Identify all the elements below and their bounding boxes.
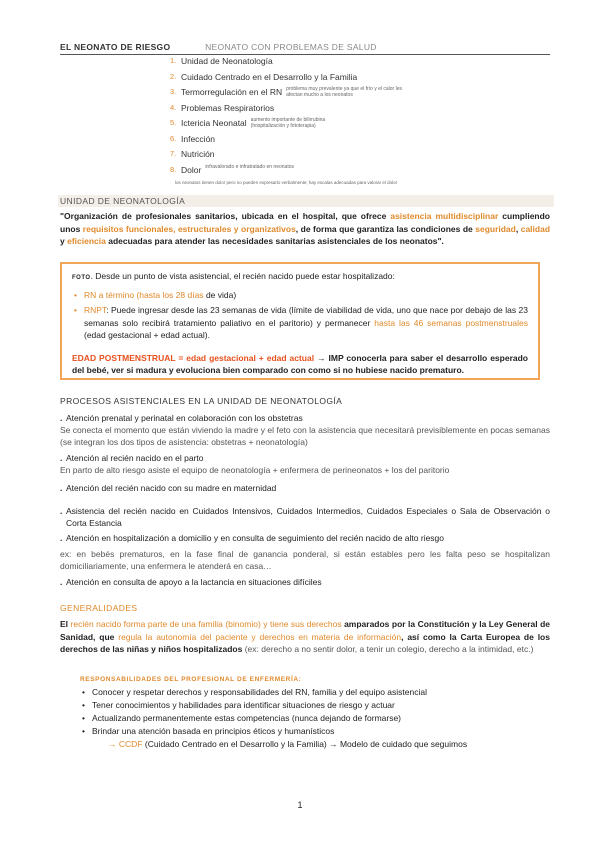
toc-item: 3. Termorregulación en el RN problema muy prevalente ya que el frío y el calor les afectan mucho a los neonatos [170,86,403,98]
hospitalization-box [60,262,540,380]
header-left: EL NEONATO DE RIESGO [60,42,171,52]
responsibilities-title: RESPONSABILIDADES DEL PROFESIONAL DE ENFERMERÍA: [80,676,302,683]
process-item: . Atención del recién nacido con su madre en maternidad [60,483,277,493]
process-item: . Atención en consulta de apoyo a la lactancia en situaciones difíciles [60,577,322,587]
box-intro: FOTO. Desde un punto de vista asistencial, el recién nacido puede estar hospitalizado: [72,271,395,281]
ccdf-line: → CCDF (Cuidado Centrado en el Desarrollo y la Familia) → Modelo de cuidado que seguimos [108,739,468,749]
responsibility-item: • Actualizando permanentemente estas competencias (nunca dejando de formarse) [82,713,402,723]
responsibility-item: • Brindar una atención basada en principios éticos y humanísticos [82,726,335,736]
toc-item: 1. Unidad de Neonatología [170,56,273,66]
responsibility-item: • Conocer y respetar derechos y responsabilidades del RN, familia y del equipo asistencial [82,687,427,697]
page-number: 1 [297,800,303,810]
section-title-unidad: UNIDAD DE NEONATOLOGÍA [58,195,554,207]
process-item: . Asistencia del recién nacido en Cuidados Intensivos, Cuidados Intermedios, Cuidados Especiales o Sala de Observación o Corta Estancia [60,506,550,528]
contents-list [170,56,430,185]
process-item: . Atención al recién nacido en el parto En parto de alto riesgo asiste el equipo de neonatología + enfermera de perineonatos + los del paritorio [60,453,450,475]
process-item: . Atención prenatal y perinatal en colaboración con los obstetras Se conecta el momento que están viviendo la madre y el feto con la asistencia que necesitará previsiblemente en pocas semanas (se integran los dos tipos de asistencia: obstetras + neonatología) [60,413,550,447]
generalidades-text: El recién nacido forma parte de una familia (binomio) y tiene sus derechos amparados por la Constitución y la Ley General de Sanidad, que regula la autonomía del paciente y derechos en materia de información, así como la Carta Europea de los derechos de las niñas y niños hospitalizados (ex: derecho a no sentir dolor, a tenir un colegio, derecho a la intimidad, etc.) [60,619,550,654]
process-item: . Atención en hospitalización a domicilio y en consulta de seguimiento del recién nacido de alto riesgo ex: en bebés prematuros, en la fase final de ganancia ponderal, si están estables pero les falta peso se hospitalizan domiciliariamente, una enfermera le atenderá en casa… [60,533,550,571]
running-header [60,42,550,55]
section-title-generalidades: GENERALIDADES [60,603,138,613]
toc-item: 5. Ictericia Neonatal aumento importante de bilirrubina (hospitalización y fototerapia) [170,117,326,129]
responsibilities [80,676,540,751]
toc-note: los neonatos tienen dolor pero no pueden expresarlo verbalmente; hay escalas adecuadas para valorar el dolor [175,180,398,185]
responsibility-item: • Tener conocimientos y habilidades para identificar situaciones de riesgo y actuar [82,700,395,710]
toc-item: 8. Dolor infravalorado e infratratado en neonatos [170,163,294,175]
toc-item: 7. Nutrición [170,149,215,159]
box-bullet-rn: • RN a término (hasta los 28 días de vida) [74,289,237,300]
box-edad: EDAD POSTMENSTRUAL = edad gestacional + edad actual → IMP conocerla para saber el desarrollo esperado del bebé, ver si madura y evoluciona bien comparado con como si no hubiese nacido prematuro. [72,352,529,375]
section-title-procesos: PROCESOS ASISTENCIALES EN LA UNIDAD DE NEONATOLOGÍA [60,396,343,406]
unidad-definition: "Organización de profesionales sanitarios, ubicada en el hospital, que ofrece asistencia multidisciplinar cumpliendo unos requisitos funcionales, estructurales y organizativos, de forma que garantiza las condiciones de seguridad, calidad y eficiencia adecuadas para atender las necesidades sanitarias asistenciales de los neonatos". [60,211,551,246]
toc-item: 4. Problemas Respiratorios [170,102,275,113]
box-bullet-rnpt: • RNPT: Puede ingresar desde las 23 semanas de vida (límite de viabilidad de vida, uno que nace por debajo de las 23 semanas solo recibirá tratamiento paliativo en el paritorio) y permanecer hasta las 46 semanas postmenstruales (edad gestacional + edad actual). [74,305,528,340]
header-right: NEONATO CON PROBLEMAS DE SALUD [205,42,377,52]
toc-item: 2. Cuidado Centrado en el Desarrollo y la Familia [170,71,358,82]
toc-item: 6. Infección [170,133,216,144]
